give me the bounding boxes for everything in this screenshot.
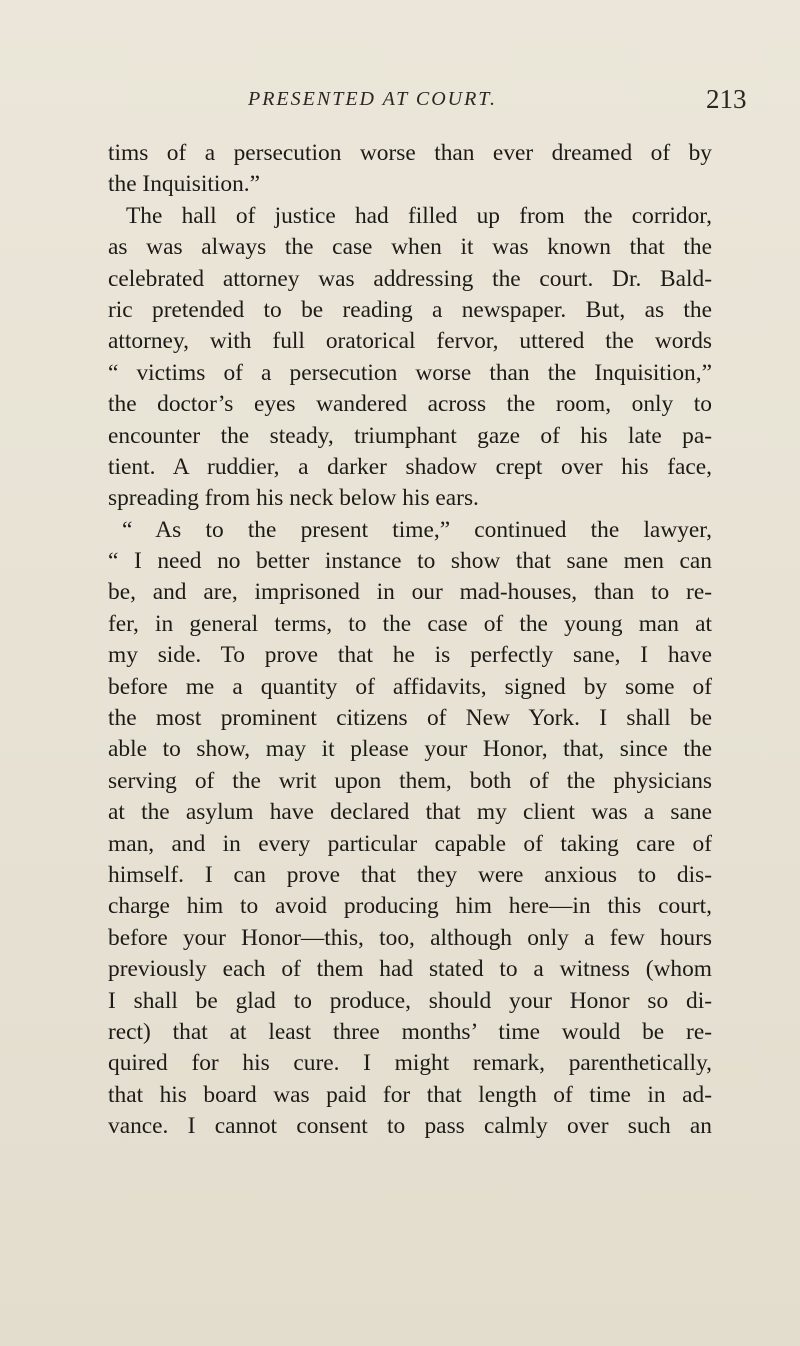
text-line: before me a quantity of affidavits, signed by some of	[108, 673, 712, 700]
text-line: vance. I cannot consent to pass calmly over such an	[108, 1113, 712, 1140]
text-line: attorney, with full oratorical fervor, uttered the words	[108, 328, 712, 355]
text-line: encounter the steady, triumphant gaze of his late pa-	[108, 422, 712, 449]
text-line: fer, in general terms, to the case of the young man at	[108, 610, 712, 637]
text-line: before your Honor—this, too, although only a few hours	[108, 924, 712, 951]
text-line: the most prominent citizens of New York. I shall be	[108, 705, 712, 732]
text-line: rect) that at least three months’ time would be re-	[108, 1018, 712, 1045]
text-line: at the asylum have declared that my client was a sane	[108, 799, 712, 826]
text-line: my side. To prove that he is perfectly sane, I have	[108, 642, 712, 669]
text-line: celebrated attorney was addressing the court. Dr. Bald-	[108, 265, 712, 292]
text-line: tient. A ruddier, a darker shadow crept over his face,	[108, 453, 712, 480]
text-line: as was always the case when it was known that the	[108, 234, 712, 261]
text-line: “ As to the present time,” continued the lawyer,	[122, 516, 712, 543]
page-number: 213	[706, 84, 747, 114]
text-line: the Inquisition.”	[108, 171, 261, 198]
text-line: “ victims of a persecution worse than the Inquisition,”	[108, 359, 712, 386]
text-line: charge him to avoid producing him here—in this court,	[108, 893, 712, 920]
text-line: previously each of them had stated to a witness (whom	[108, 956, 712, 983]
text-line: spreading from his neck below his ears.	[108, 485, 479, 512]
text-line: ric pretended to be reading a newspaper. But, as the	[108, 296, 712, 323]
text-line: able to show, may it please your Honor, that, since the	[108, 736, 712, 763]
body-text	[108, 138, 712, 1143]
text-line: himself. I can prove that they were anxious to dis-	[108, 861, 712, 888]
text-line: be, and are, imprisoned in our mad-houses, than to re-	[108, 579, 712, 606]
text-line: that his board was paid for that length of time in ad-	[108, 1081, 712, 1108]
text-line: serving of the writ upon them, both of the physicians	[108, 767, 712, 794]
text-line: The hall of justice had filled up from the corridor,	[126, 202, 712, 229]
text-line: man, and in every particular capable of taking care of	[108, 830, 712, 857]
text-line: tims of a persecution worse than ever dreamed of by	[108, 140, 712, 166]
text-line: “ I need no better instance to show that sane men can	[108, 548, 712, 575]
text-line: I shall be glad to produce, should your Honor so di-	[108, 987, 712, 1014]
running-head: PRESENTED AT COURT.	[248, 88, 497, 110]
text-line: quired for his cure. I might remark, parenthetically,	[108, 1050, 712, 1077]
text-line: the doctor’s eyes wandered across the room, only to	[108, 391, 712, 418]
